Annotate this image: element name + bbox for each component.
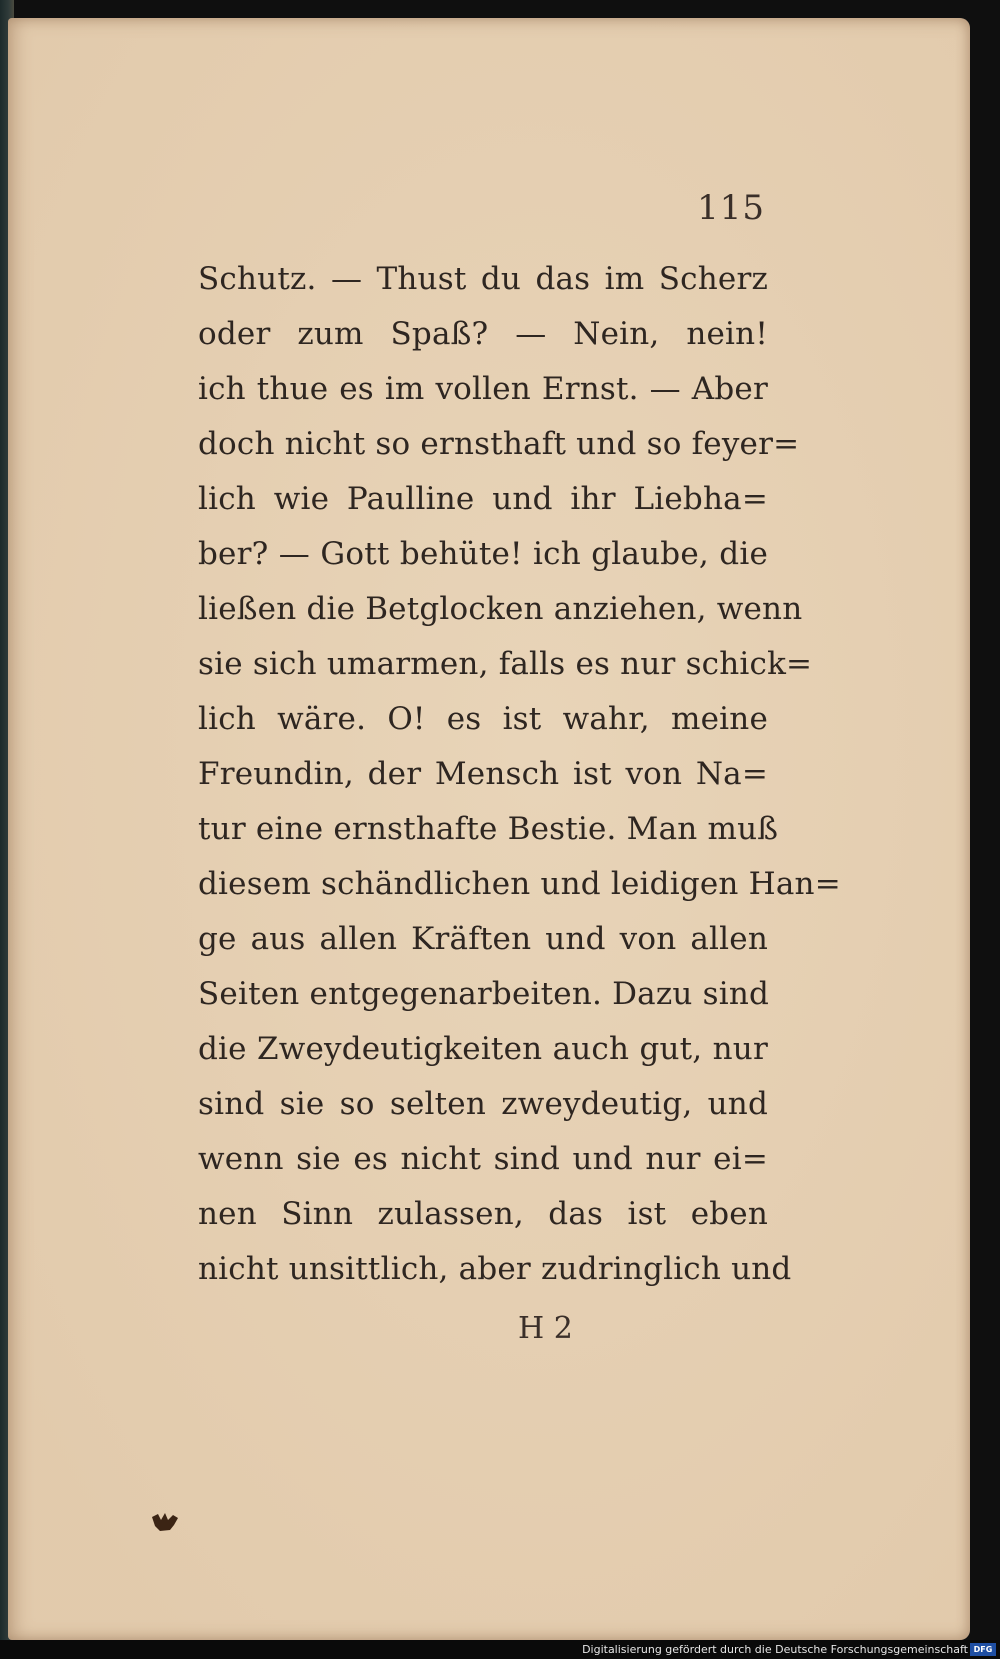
page-number: 115 bbox=[697, 188, 765, 228]
book-page bbox=[8, 18, 970, 1640]
text-line: nicht unsittlich, aber zudringlich und bbox=[198, 1251, 792, 1287]
dfg-logo: DFG bbox=[970, 1643, 996, 1656]
text-line: lich wäre. O! es ist wahr, meine bbox=[198, 701, 768, 737]
text-line: Schutz. — Thust du das im Scherz bbox=[198, 261, 768, 297]
text-line: diesem schändlichen und leidigen Han= bbox=[198, 866, 841, 902]
text-line: ich thue es im vollen Ernst. — Aber bbox=[198, 371, 768, 407]
footer-bar bbox=[0, 1640, 1000, 1659]
text-line: oder zum Spaß? — Nein, nein! bbox=[198, 316, 768, 352]
text-line: die Zweydeutigkeiten auch gut, nur bbox=[198, 1031, 768, 1067]
funding-notice: Digitalisierung gefördert durch die Deutsche Forschungsgemeinschaft bbox=[582, 1643, 968, 1656]
text-line: lich wie Paulline und ihr Liebha= bbox=[198, 481, 768, 517]
text-line: sind sie so selten zweydeutig, und bbox=[198, 1086, 768, 1122]
text-line: ge aus allen Kräften und von allen bbox=[198, 921, 768, 957]
text-line: Seiten entgegenarbeiten. Dazu sind bbox=[198, 976, 770, 1012]
signature-mark: H 2 bbox=[518, 1311, 573, 1346]
text-line: nen Sinn zulassen, das ist eben bbox=[198, 1196, 768, 1232]
text-line: doch nicht so ernsthaft und so feyer= bbox=[198, 426, 800, 462]
text-line: Freundin, der Mensch ist von Na= bbox=[198, 756, 768, 792]
text-line: ließen die Betglocken anziehen, wenn bbox=[198, 591, 803, 627]
text-line: tur eine ernsthafte Bestie. Man muß bbox=[198, 811, 779, 847]
text-line: wenn sie es nicht sind und nur ei= bbox=[198, 1141, 768, 1177]
text-line: sie sich umarmen, falls es nur schick= bbox=[198, 646, 813, 682]
body-text bbox=[198, 252, 841, 1297]
ink-stain bbox=[150, 1511, 180, 1533]
text-line: ber? — Gott behüte! ich glaube, die bbox=[198, 536, 768, 572]
